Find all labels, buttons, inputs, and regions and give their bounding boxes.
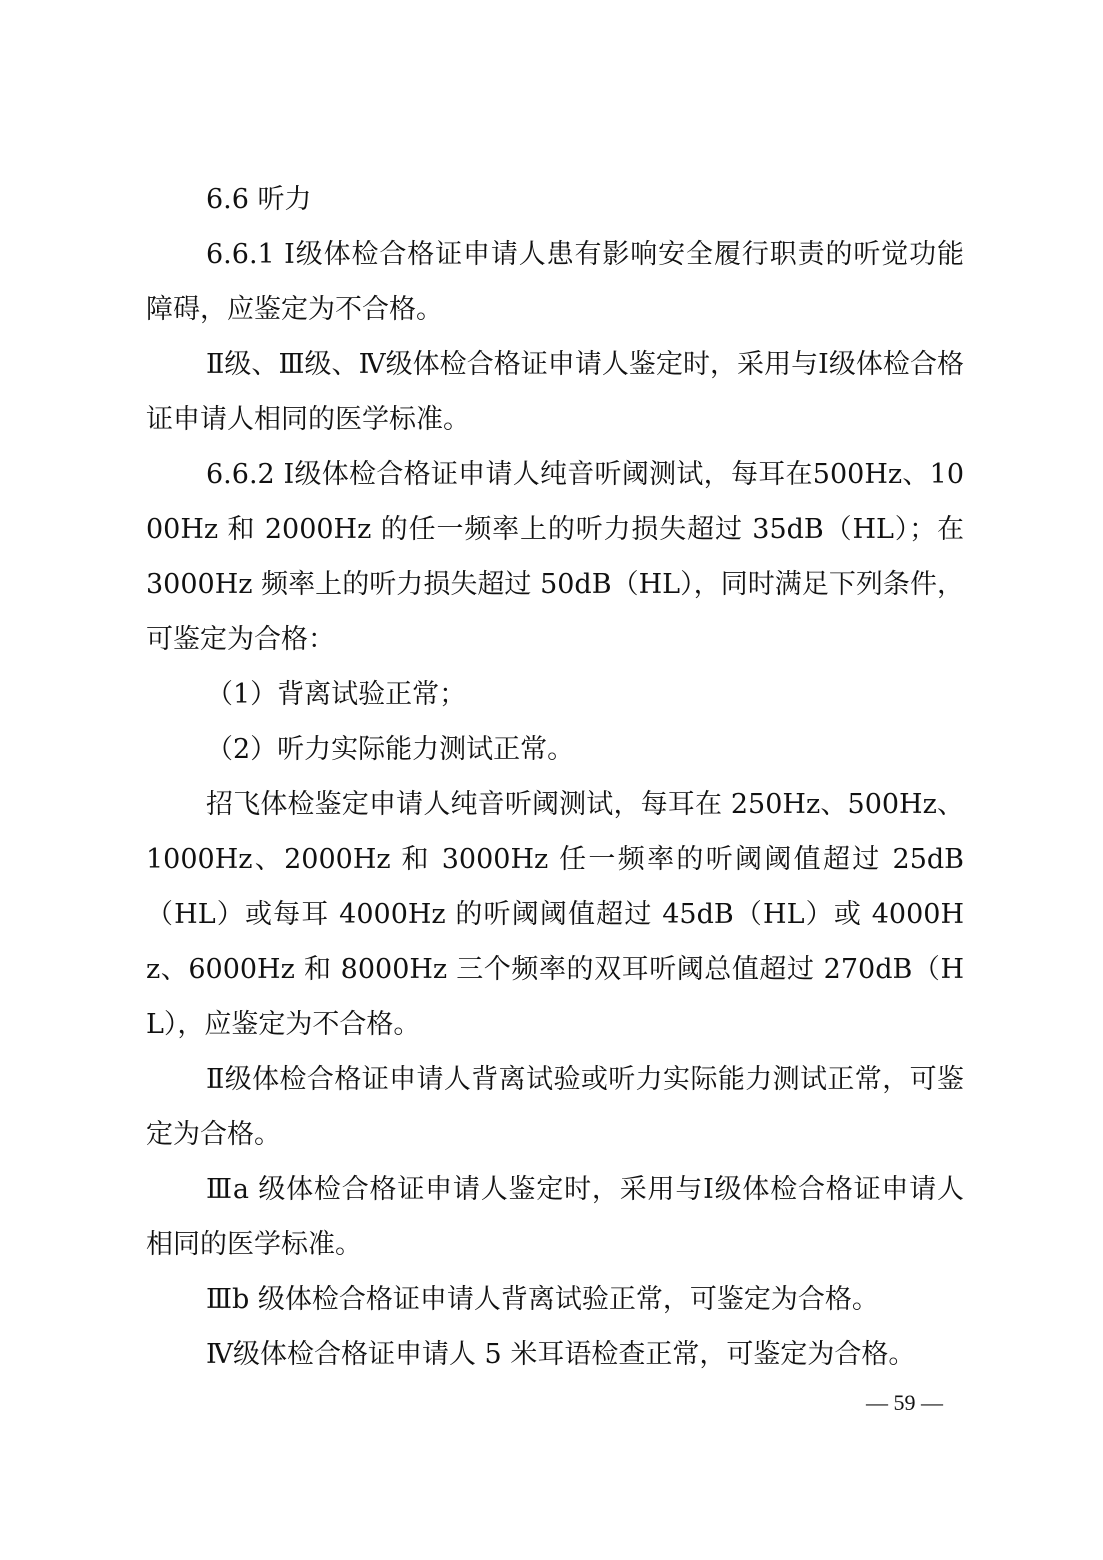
paragraph-pilot-recruit: 招飞体检鉴定申请人纯音听阈测试，每耳在 250Hz、500Hz、1000Hz、2000Hz 和 3000Hz 任一频率的听阈阈值超过 25dB（HL）或每耳 4000Hz 的听阈阈值超过 45dB（HL）或 4000Hz、6000Hz 和 8000Hz 三个频率的双耳听阈总值超过 270dB（HL），应鉴定为不合格。 [146,789,964,1040]
page-number: — 59 — [866,1390,943,1415]
paragraph-6-6-2: 6.6.2 Ⅰ级体检合格证申请人纯音听阈测试，每耳在500Hz、1000Hz 和 2000Hz 的任一频率上的听力损失超过 35dB（HL）；在 3000Hz 频率上的听力损失超过 50dB（HL），同时满足下列条件，可鉴定为合格： [146,459,964,655]
condition-item-1: （1）背离试验正常； [206,679,467,710]
paragraph-6-6-1: 6.6.1 Ⅰ级体检合格证申请人患有影响安全履行职责的听觉功能障碍，应鉴定为不合格。 [146,239,964,325]
page-footer [0,1390,1103,1416]
paragraph-class-2-3-4-standard: Ⅱ级、Ⅲ级、Ⅳ级体检合格证申请人鉴定时，采用与Ⅰ级体检合格证申请人相同的医学标准。 [146,349,964,435]
condition-item-2: （2）听力实际能力测试正常。 [206,734,575,765]
paragraph-class-2: Ⅱ级体检合格证申请人背离试验或听力实际能力测试正常，可鉴定为合格。 [146,1064,964,1150]
document-body [146,172,964,1382]
paragraph-class-3a: Ⅲa 级体检合格证申请人鉴定时，采用与Ⅰ级体检合格证申请人相同的医学标准。 [146,1174,964,1260]
paragraph-class-3b: Ⅲb 级体检合格证申请人背离试验正常，可鉴定为合格。 [206,1284,879,1315]
section-title: 6.6 听力 [206,184,312,215]
paragraph-class-4: Ⅳ级体检合格证申请人 5 米耳语检查正常，可鉴定为合格。 [206,1339,916,1370]
